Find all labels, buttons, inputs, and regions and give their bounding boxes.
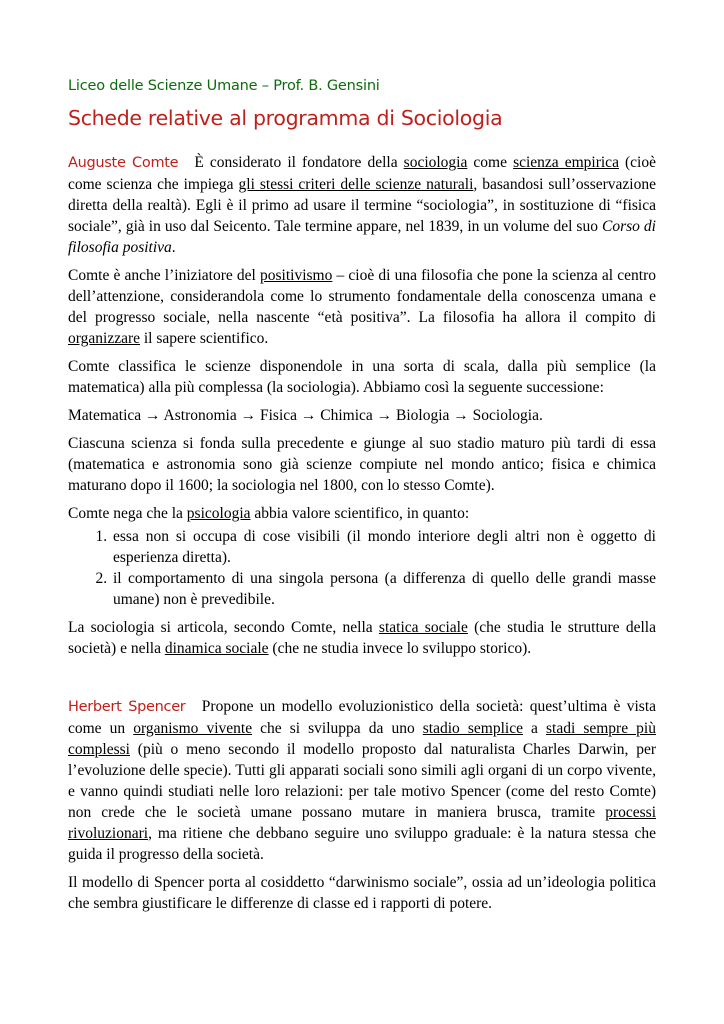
text-run: (che studia le strutture della società) e nella [68,619,656,657]
text-run: Propone un modello evoluzionistico della società: quest’ultima è vista come un [68,698,657,737]
underlined-term: organismo vivente [133,720,253,737]
comte-maturity-paragraph: Ciascuna scienza si fonda sulla precedente e giunge al suo stadio maturo più tardi di essa (matematica e astronomia sono già scienze compiute nel mondo antico; fisica e chimica maturano dopo il 1600; la sociologia nel 1800, con lo stesso Comte). [68,435,656,494]
underlined-term: stadio semplice [422,720,523,737]
list-item: 1. essa non si occupa di cose visibili (il mondo interiore degli altri non è oggetto di esperienza diretta). [111,526,656,568]
psychology-reasons-list [68,526,656,610]
text-run: come [467,154,514,171]
comte-statics-dynamics-paragraph [68,617,656,659]
text-run: – cioè di una filosofia che pone la scienza al centro dell’attenzione, considerandola come lo strumento fondamentale della conoscenza umana e del progresso sociale, nella nascente “età positiva”. La filosofia ha allora il compito di [68,267,656,326]
underlined-term: processi rivoluzionari [68,804,656,842]
underlined-term: psicologia [186,505,251,522]
text-run: . [171,239,176,256]
text-run: (che ne studia invece lo sviluppo storico). [268,640,532,657]
spencer-intro-paragraph [68,696,656,865]
spencer-darwinism-paragraph: Il modello di Spencer porta al cosiddetto “darwinismo sociale”, ossia ad un’ideologia politica che sembra giustificare le differenze di classe ed i rapporti di potere. [68,874,656,912]
text-run: abbia valore scientifico, in quanto: [250,505,470,522]
text-run: La sociologia si articola, secondo Comte, nella [68,619,379,636]
text-run: È considerato il fondatore della [188,154,404,171]
comte-positivism-paragraph [68,265,656,349]
science-sequence: Matematica → Astronomia → Fisica → Chimica → Biologia → Sociologia. [68,407,543,424]
section-spacer [68,666,656,696]
list-item: 2. il comportamento di una singola persona (a differenza di quello delle grandi masse umane) non è prevedibile. [111,568,656,610]
school-header: Liceo delle Scienze Umane – Prof. B. Gensini [68,78,380,94]
text-run: , ma ritiene che debbano seguire uno sviluppo graduale: è la natura stessa che guida il progresso della società. [68,825,656,863]
underlined-term: gli stessi criteri delle scienze naturali [238,176,474,193]
text-run: Comte è anche l’iniziatore del [68,267,261,284]
text-run: (cioè come scienza che impiega [68,154,656,193]
text-run: (più o meno secondo il modello proposto dal naturalista Charles Darwin, per l’evoluzione delle specie). Tutti gli apparati sociali sono simili agli organi di un corpo vivente, e vanno quindi studiati nelle loro relazioni: per tale motivo Spencer (come del resto Comte) non crede che le società umane possano mutare in maniera brusca, tramite [68,741,656,821]
document-page [68,78,656,921]
text-run: Comte nega che la [68,505,187,522]
underlined-term: positivismo [260,267,333,284]
underlined-term: organizzare [68,330,140,347]
underlined-term: dinamica sociale [164,640,269,657]
author-name-spencer: Herbert Spencer [68,699,186,715]
page-title: Schede relative al programma di Sociologia [68,106,503,130]
underlined-term: statica sociale [378,619,468,636]
text-run: che si sviluppa da uno [252,720,423,737]
text-run: a [522,720,546,737]
underlined-term: scienza empirica [513,154,619,171]
book-title: Corso di filosofia positiva [68,218,656,256]
comte-intro-paragraph [68,152,656,258]
underlined-term: sociologia [403,154,468,171]
underlined-term: stadi sempre più complessi [68,720,656,758]
author-name-comte: Auguste Comte [68,155,179,171]
comte-psychology-paragraph [68,503,656,524]
text-run: il sapere scientifico. [140,330,269,347]
text-run: , basandosi sull’osservazione diretta della realtà). Egli è il primo ad usare il termine “sociologia”, in sostituzione di “fisica sociale”, già in uso dal Seicento. Tale termine appare, nel 1839, in un volume del suo [68,176,656,235]
comte-classification-paragraph: Comte classifica le scienze disponendole in una sorta di scala, dalla più semplice (la matematica) alla più complessa (la sociologia). Abbiamo così la seguente successione: [68,358,656,396]
